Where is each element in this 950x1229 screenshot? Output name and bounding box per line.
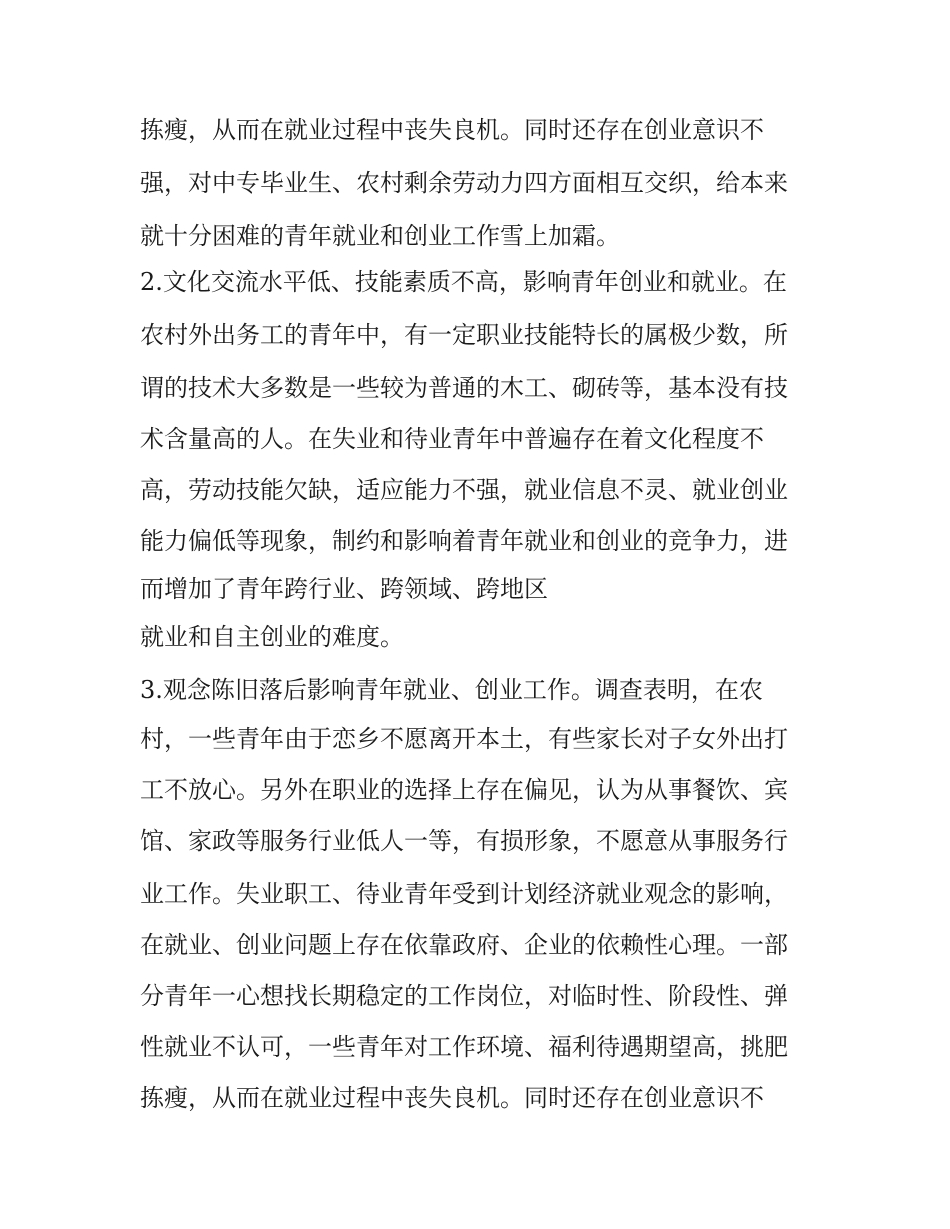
text-line: 谓的技术大多数是一些较为普通的木工、砌砖等，基本没有技: [140, 374, 788, 402]
text-line: 工不放心。另外在职业的选择上存在偏见，认为从事餐饮、宾: [140, 776, 788, 804]
text-line: 农村外出务工的青年中，有一定职业技能特长的属极少数，所: [140, 321, 788, 349]
text-line: 拣瘦，从而在就业过程中丧失良机。同时还存在创业意识不: [140, 1084, 764, 1112]
text-line: 能力偏低等现象，制约和影响着青年就业和创业的竞争力，进: [140, 527, 788, 555]
text-line: 而增加了青年跨行业、跨领域、跨地区: [140, 575, 548, 603]
text-line: 在就业、创业问题上存在依靠政府、企业的依赖性心理。一部: [140, 931, 788, 959]
text-line: 性就业不认可，一些青年对工作环境、福利待遇期望高，挑肥: [140, 1033, 788, 1061]
text-line: 高，劳动技能欠缺，适应能力不强，就业信息不灵、就业创业: [140, 476, 788, 504]
text-line: 馆、家政等服务行业低人一等，有损形象，不愿意从事服务行: [140, 827, 788, 855]
text-line: 业工作。失业职工、待业青年受到计划经济就业观念的影响，: [140, 880, 788, 908]
text-line: 分青年一心想找长期稳定的工作岗位，对临时性、阶段性、弹: [140, 982, 788, 1010]
text-line: 强，对中专毕业生、农村剩余劳动力四方面相互交织，给本来: [140, 169, 788, 197]
paragraph-3-heading-line: 3.观念陈旧落后影响青年就业、创业工作。调查表明，在农: [140, 676, 763, 704]
text-line: 村，一些青年由于恋乡不愿离开本土，有些家长对子女外出打: [140, 725, 788, 753]
text-line: 术含量高的人。在失业和待业青年中普遍存在着文化程度不: [140, 425, 764, 453]
text-line: 拣瘦，从而在就业过程中丧失良机。同时还存在创业意识不: [140, 116, 764, 144]
text-line: 就十分困难的青年就业和创业工作雪上加霜。: [140, 222, 620, 250]
paragraph-2-heading-line: 2.文化交流水平低、技能素质不高，影响青年创业和就业。在: [140, 268, 787, 296]
text-line: 就业和自主创业的难度。: [140, 623, 404, 651]
